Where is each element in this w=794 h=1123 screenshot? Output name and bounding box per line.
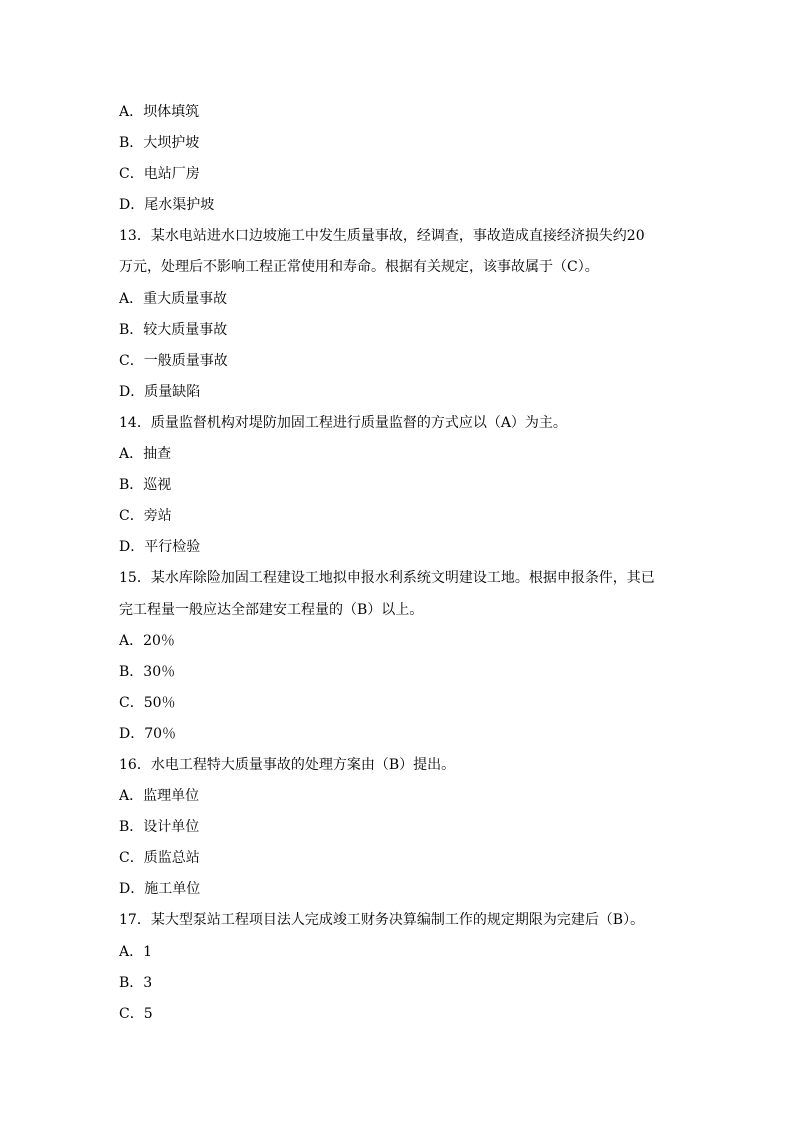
- option-line: B．30％: [119, 663, 176, 680]
- question-13-line-1: 13．某水电站进水口边坡施工中发生质量事故，经调查，事故造成直接经济损失约20: [119, 228, 645, 245]
- option-line: A．抽查: [119, 446, 172, 463]
- option-line: D．尾水渠护坡: [119, 197, 215, 214]
- option-line: C．一般质量事故: [119, 352, 228, 369]
- question-15-line-1: 15．某水库除险加固工程建设工地拟申报水利系统文明建设工地。根据申报条件，其已: [119, 570, 655, 587]
- question-16: 16．水电工程特大质量事故的处理方案由（B）提出。: [119, 756, 456, 773]
- option-line: C．5: [119, 1005, 153, 1022]
- option-line: B．大坝护坡: [119, 135, 200, 152]
- option-line: A．1: [119, 943, 153, 960]
- option-line: D．施工单位: [119, 881, 201, 898]
- option-line: A．坝体填筑: [119, 104, 200, 120]
- question-17: 17．某大型泵站工程项目法人完成竣工财务决算编制工作的规定期限为完建后（B）。: [119, 912, 645, 929]
- option-line: A．20％: [119, 632, 175, 649]
- option-line: A．监理单位: [119, 788, 200, 805]
- question-15-line-2: 完工程量一般应达全部建安工程量的（B）以上。: [119, 601, 424, 618]
- question-13-line-2: 万元，处理后不影响工程正常使用和寿命。根据有关规定，该事故属于（C）。: [119, 259, 599, 276]
- option-line: B．巡视: [119, 477, 172, 494]
- option-line: B．较大质量事故: [119, 321, 228, 338]
- option-line: D．平行检验: [119, 539, 201, 556]
- option-line: B．3: [119, 974, 153, 991]
- option-line: C．质监总站: [119, 850, 200, 867]
- option-line: D．质量缺陷: [119, 383, 201, 400]
- document-body: [119, 101, 679, 1034]
- option-line: D．70％: [119, 725, 177, 742]
- option-line: C．50％: [119, 694, 176, 711]
- option-line: A．重大质量事故: [119, 290, 228, 307]
- question-14: 14．质量监督机构对堤防加固工程进行质量监督的方式应以（A）为主。: [119, 414, 567, 431]
- option-line: C．电站厂房: [119, 166, 200, 183]
- option-line: C．旁站: [119, 508, 172, 525]
- option-line: B．设计单位: [119, 819, 200, 836]
